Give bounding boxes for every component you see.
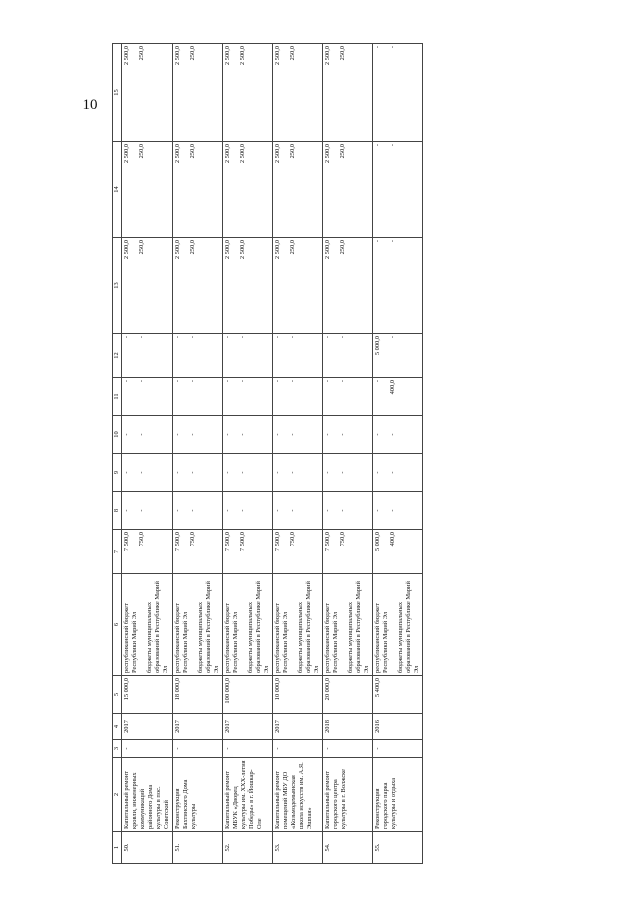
cell-c10 xyxy=(223,416,273,454)
value-republic: 2 500,0 xyxy=(274,240,281,260)
source-municipal: бюджеты муниципальных образований в Республике Марий Эл xyxy=(197,581,220,673)
cell-c13 xyxy=(273,238,323,334)
cell-c9 xyxy=(373,454,423,492)
value-municipal: - xyxy=(189,380,196,383)
value-republic: - xyxy=(374,46,381,49)
year: 2017 xyxy=(223,714,273,740)
col-header: 7 xyxy=(113,530,122,574)
value-republic: - xyxy=(224,336,231,339)
cell-c9 xyxy=(223,454,273,492)
value-republic: 2 500,0 xyxy=(324,144,331,164)
value-republic: 5 000,0 xyxy=(374,532,381,552)
col-header: 8 xyxy=(113,492,122,530)
year: 2017 xyxy=(173,714,223,740)
cell-c7 xyxy=(122,530,173,574)
value-republic: 2 500,0 xyxy=(123,144,130,164)
cell-c12 xyxy=(173,334,223,378)
col-header: 11 xyxy=(113,378,122,416)
cell-c8 xyxy=(273,492,323,530)
value-republic: - xyxy=(224,509,231,512)
value-republic: 2 500,0 xyxy=(224,144,231,164)
value-republic: - xyxy=(123,509,130,512)
cell-c15 xyxy=(122,44,173,142)
value-municipal: - xyxy=(239,433,246,436)
source-municipal: бюджеты муниципальных образований в Республике Марий Эл xyxy=(146,581,169,673)
value-municipal: 250,0 xyxy=(138,144,145,159)
value-republic: 2 500,0 xyxy=(224,240,231,260)
object-name: Капитальный ремонт помещений МБУ ДО «Козьмодемьянская школа искусств им. А.Я. Эшпая» xyxy=(273,758,323,832)
row-number: 50. xyxy=(122,832,173,864)
table-row xyxy=(373,44,423,864)
col-header: 1 xyxy=(113,832,122,864)
cell-c14 xyxy=(173,142,223,238)
value-republic: - xyxy=(374,471,381,474)
year: 2016 xyxy=(373,714,423,740)
cell-c11 xyxy=(122,378,173,416)
value-republic: - xyxy=(224,433,231,436)
value-municipal: - xyxy=(389,144,396,147)
value-republic: 2 500,0 xyxy=(224,46,231,66)
cell-c11 xyxy=(323,378,373,416)
value-republic: - xyxy=(324,433,331,436)
cell-c10 xyxy=(173,416,223,454)
cell-c10 xyxy=(273,416,323,454)
cell-c7 xyxy=(373,530,423,574)
cell-c11 xyxy=(373,378,423,416)
value-municipal: 250,0 xyxy=(289,240,296,255)
value-municipal: - xyxy=(189,433,196,436)
cell-c11 xyxy=(273,378,323,416)
object-name: Капитальный ремонт МБУК «Дворец культуры им. XXX-летия Победы» в г. Йошкар-Оле xyxy=(223,758,273,832)
value-municipal: - xyxy=(189,471,196,474)
value-municipal: 250,0 xyxy=(339,46,346,61)
value-municipal: - xyxy=(289,509,296,512)
source-municipal: бюджеты муниципальных образований в Республике Марий Эл xyxy=(247,581,270,673)
col-header: 15 xyxy=(113,44,122,142)
cell-c14 xyxy=(122,142,173,238)
value-republic: - xyxy=(274,433,281,436)
value-municipal: 250,0 xyxy=(189,46,196,61)
col-header: 14 xyxy=(113,142,122,238)
col-header: 10 xyxy=(113,416,122,454)
value-municipal: - xyxy=(289,380,296,383)
value-republic: - xyxy=(274,380,281,383)
value-municipal: - xyxy=(389,240,396,243)
value-republic: - xyxy=(224,380,231,383)
cell-c8 xyxy=(373,492,423,530)
cell-c13 xyxy=(122,238,173,334)
cell-c15 xyxy=(273,44,323,142)
value-municipal: - xyxy=(239,471,246,474)
cell-c13 xyxy=(323,238,373,334)
table-row xyxy=(323,44,373,864)
value-republic: - xyxy=(324,380,331,383)
total-cost: 15 000,0 xyxy=(122,676,173,714)
value-municipal: 250,0 xyxy=(138,46,145,61)
source-republic: республиканский бюджет Республики Марий Эл xyxy=(374,603,389,673)
cell-c3: - xyxy=(223,740,273,758)
value-municipal: - xyxy=(138,433,145,436)
value-republic: - xyxy=(374,144,381,147)
value-republic: - xyxy=(374,380,381,383)
total-cost: 100 000,0 xyxy=(223,676,273,714)
object-name: Капитальный ремонт кровли, инженерных коммуникаций районного Дома культуры в пос. Советский xyxy=(122,758,173,832)
value-municipal: - xyxy=(339,433,346,436)
funding-sources xyxy=(373,574,423,676)
cell-c12 xyxy=(273,334,323,378)
value-republic: 5 000,0 xyxy=(374,336,381,356)
value-republic: 7 500,0 xyxy=(174,532,181,552)
row-number: 53. xyxy=(273,832,323,864)
value-municipal: 2 500,0 xyxy=(239,240,246,260)
year: 2017 xyxy=(273,714,323,740)
object-name: Капитальный ремонт городского центра культуры в г. Волжске xyxy=(323,758,373,832)
cell-c12 xyxy=(223,334,273,378)
value-republic: - xyxy=(174,471,181,474)
col-header: 9 xyxy=(113,454,122,492)
value-municipal: - xyxy=(389,46,396,49)
value-republic: - xyxy=(274,509,281,512)
value-republic: - xyxy=(274,471,281,474)
row-number: 54. xyxy=(323,832,373,864)
value-municipal: - xyxy=(289,433,296,436)
value-republic: - xyxy=(123,471,130,474)
value-republic: 7 500,0 xyxy=(123,532,130,552)
table-row xyxy=(223,44,273,864)
cell-c7 xyxy=(173,530,223,574)
value-republic: 7 500,0 xyxy=(324,532,331,552)
budget-table xyxy=(112,43,423,864)
value-republic: 2 500,0 xyxy=(174,144,181,164)
cell-c13 xyxy=(173,238,223,334)
value-municipal: 7 500,0 xyxy=(239,532,246,552)
cell-c7 xyxy=(323,530,373,574)
value-republic: 2 500,0 xyxy=(123,240,130,260)
source-municipal: бюджеты муниципальных образований в Республике Марий Эл xyxy=(397,581,420,673)
col-header: 4 xyxy=(113,714,122,740)
total-cost: 10 000,0 xyxy=(273,676,323,714)
cell-c10 xyxy=(373,416,423,454)
value-municipal: - xyxy=(239,336,246,339)
value-municipal: 250,0 xyxy=(339,240,346,255)
value-republic: 2 500,0 xyxy=(123,46,130,66)
funding-sources xyxy=(173,574,223,676)
cell-c3: - xyxy=(273,740,323,758)
cell-c11 xyxy=(223,378,273,416)
value-republic: 7 500,0 xyxy=(224,532,231,552)
value-republic: - xyxy=(374,433,381,436)
value-municipal: - xyxy=(189,336,196,339)
row-number: 51. xyxy=(173,832,223,864)
value-republic: 7 500,0 xyxy=(274,532,281,552)
value-republic: - xyxy=(174,380,181,383)
col-header: 6 xyxy=(113,574,122,676)
col-header: 5 xyxy=(113,676,122,714)
cell-c3: - xyxy=(373,740,423,758)
cell-c3: - xyxy=(323,740,373,758)
table-row xyxy=(273,44,323,864)
col-header: 13 xyxy=(113,238,122,334)
funding-sources xyxy=(122,574,173,676)
value-municipal: - xyxy=(339,509,346,512)
cell-c15 xyxy=(223,44,273,142)
value-municipal: 250,0 xyxy=(189,144,196,159)
value-municipal: 250,0 xyxy=(289,144,296,159)
col-header: 12 xyxy=(113,334,122,378)
cell-c8 xyxy=(173,492,223,530)
table-row xyxy=(173,44,223,864)
value-republic: - xyxy=(174,433,181,436)
cell-c14 xyxy=(223,142,273,238)
value-republic: 2 500,0 xyxy=(274,144,281,164)
cell-c14 xyxy=(323,142,373,238)
funding-sources xyxy=(323,574,373,676)
value-municipal: - xyxy=(138,509,145,512)
col-header: 2 xyxy=(113,758,122,832)
value-municipal: - xyxy=(339,380,346,383)
cell-c15 xyxy=(373,44,423,142)
value-republic: 2 500,0 xyxy=(174,240,181,260)
cell-c14 xyxy=(273,142,323,238)
cell-c9 xyxy=(173,454,223,492)
value-municipal: 400,0 xyxy=(389,380,396,395)
value-republic: - xyxy=(224,471,231,474)
value-municipal: 2 500,0 xyxy=(239,144,246,164)
cell-c12 xyxy=(122,334,173,378)
value-municipal: - xyxy=(138,336,145,339)
total-cost: 18 000,0 xyxy=(173,676,223,714)
value-municipal: 750,0 xyxy=(289,532,296,547)
cell-c7 xyxy=(273,530,323,574)
value-municipal: - xyxy=(138,471,145,474)
value-republic: - xyxy=(324,336,331,339)
cell-c8 xyxy=(223,492,273,530)
value-republic: 2 500,0 xyxy=(324,240,331,260)
value-republic: - xyxy=(123,336,130,339)
cell-c10 xyxy=(323,416,373,454)
cell-c13 xyxy=(223,238,273,334)
value-municipal: - xyxy=(389,471,396,474)
value-municipal: 250,0 xyxy=(138,240,145,255)
year: 2018 xyxy=(323,714,373,740)
value-republic: 2 500,0 xyxy=(324,46,331,66)
value-municipal: 250,0 xyxy=(339,144,346,159)
value-republic: - xyxy=(324,471,331,474)
col-header: 3 xyxy=(113,740,122,758)
value-republic: - xyxy=(174,509,181,512)
cell-c13 xyxy=(373,238,423,334)
value-municipal: - xyxy=(339,471,346,474)
cell-c8 xyxy=(122,492,173,530)
cell-c10 xyxy=(122,416,173,454)
cell-c12 xyxy=(373,334,423,378)
value-municipal: - xyxy=(189,509,196,512)
value-republic: - xyxy=(374,509,381,512)
value-municipal: 2 500,0 xyxy=(239,46,246,66)
value-municipal: - xyxy=(239,509,246,512)
object-name: Реконструкция городского парка культуры и отдыха xyxy=(373,758,423,832)
value-municipal: 750,0 xyxy=(339,532,346,547)
cell-c8 xyxy=(323,492,373,530)
object-name: Реконструкция Бахтинского Дома культуры xyxy=(173,758,223,832)
funding-sources xyxy=(273,574,323,676)
value-republic: 2 500,0 xyxy=(174,46,181,66)
year: 2017 xyxy=(122,714,173,740)
rotated-table-container xyxy=(112,44,522,864)
source-republic: республиканский бюджет Республики Марий Эл xyxy=(174,603,189,673)
value-municipal: - xyxy=(289,471,296,474)
value-municipal: 400,0 xyxy=(389,532,396,547)
column-number-header xyxy=(113,44,122,864)
cell-c9 xyxy=(323,454,373,492)
value-municipal: - xyxy=(239,380,246,383)
source-republic: республиканский бюджет Республики Марий Эл xyxy=(274,603,289,673)
cell-c12 xyxy=(323,334,373,378)
cell-c11 xyxy=(173,378,223,416)
cell-c3: - xyxy=(173,740,223,758)
value-municipal: - xyxy=(339,336,346,339)
page-number: 10 xyxy=(82,97,98,113)
cell-c14 xyxy=(373,142,423,238)
value-municipal: 250,0 xyxy=(189,240,196,255)
cell-c15 xyxy=(323,44,373,142)
source-republic: республиканский бюджет Республики Марий Эл xyxy=(324,603,339,673)
value-municipal: - xyxy=(389,433,396,436)
table-row xyxy=(122,44,173,864)
source-republic: республиканский бюджет Республики Марий Эл xyxy=(224,603,239,673)
value-municipal: 250,0 xyxy=(289,46,296,61)
cell-c9 xyxy=(273,454,323,492)
value-republic: - xyxy=(374,240,381,243)
total-cost: 20 000,0 xyxy=(323,676,373,714)
value-municipal: - xyxy=(389,336,396,339)
value-republic: - xyxy=(123,433,130,436)
row-number: 52. xyxy=(223,832,273,864)
value-republic: - xyxy=(274,336,281,339)
source-municipal: бюджеты муниципальных образований в Республике Марий Эл xyxy=(347,581,370,673)
value-republic: - xyxy=(123,380,130,383)
value-municipal: - xyxy=(389,509,396,512)
cell-c15 xyxy=(173,44,223,142)
total-cost: 5 400,0 xyxy=(373,676,423,714)
value-municipal: 750,0 xyxy=(189,532,196,547)
funding-sources xyxy=(223,574,273,676)
value-republic: 2 500,0 xyxy=(274,46,281,66)
value-municipal: - xyxy=(289,336,296,339)
value-republic: - xyxy=(174,336,181,339)
cell-c3: - xyxy=(122,740,173,758)
cell-c9 xyxy=(122,454,173,492)
source-municipal: бюджеты муниципальных образований в Республике Марий Эл xyxy=(297,581,320,673)
cell-c7 xyxy=(223,530,273,574)
value-municipal: - xyxy=(138,380,145,383)
source-republic: республиканский бюджет Республики Марий Эл xyxy=(123,603,138,673)
row-number: 55. xyxy=(373,832,423,864)
value-republic: - xyxy=(324,509,331,512)
value-municipal: 750,0 xyxy=(138,532,145,547)
